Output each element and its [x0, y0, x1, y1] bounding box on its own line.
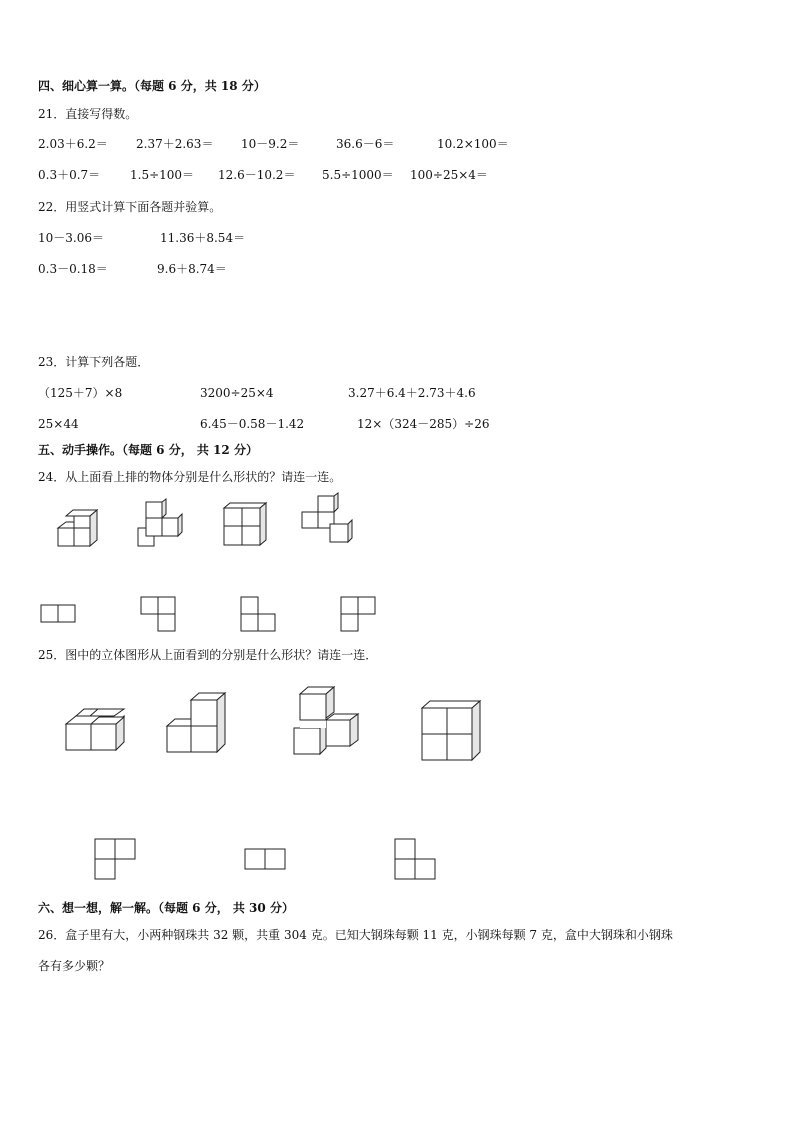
q24-view-d — [340, 596, 376, 632]
q26-text-line2: 各有多少颗？ — [38, 959, 111, 973]
q21-expr: 5.5÷1000＝ — [322, 168, 394, 182]
q22-expr: 9.6＋8.74＝ — [157, 262, 227, 276]
section4-heading: 四、细心算一算。（每题 6 分，共 18 分） — [38, 79, 266, 93]
q21-expr: 0.3＋0.7＝ — [38, 168, 101, 182]
q21-expr: 10－9.2＝ — [241, 137, 300, 151]
q24-solid-b — [136, 500, 188, 550]
section6-heading: 六、想一想，解一解。（每题 6 分， 共 30 分） — [38, 901, 294, 915]
q25-solid-b — [165, 690, 227, 754]
q22-label: 22．用竖式计算下面各题并验算。 — [38, 200, 222, 214]
q25-view-a — [94, 838, 136, 880]
q21-expr: 12.6－10.2＝ — [218, 168, 296, 182]
q23-expr: （125＋7）×8 — [38, 386, 123, 400]
q25-view-b — [244, 848, 286, 870]
q26-text-line1: 26．盒子里有大，小两种钢珠共 32 颗，共重 304 克。已知大钢珠每颗 11 克，小钢珠每颗 7 克，盒中大钢珠和小钢珠 — [38, 928, 673, 942]
q23-expr: 25×44 — [38, 417, 79, 431]
q24-view-a — [40, 604, 76, 624]
q24-view-b — [140, 596, 176, 632]
q25-solid-a — [64, 706, 126, 752]
q24-label: 24．从上面看上排的物体分别是什么形状的？请连一连。 — [38, 470, 342, 484]
q21-expr: 36.6－6＝ — [336, 137, 395, 151]
q21-expr: 2.37＋2.63＝ — [136, 137, 214, 151]
section5-heading: 五、动手操作。（每题 6 分， 共 12 分） — [38, 443, 258, 457]
q21-expr: 2.03＋6.2＝ — [38, 137, 108, 151]
q24-solid-c — [222, 502, 270, 548]
q23-expr: 12×（324－285）÷26 — [357, 417, 490, 431]
q24-view-c — [240, 596, 276, 632]
q22-expr: 10－3.06＝ — [38, 231, 104, 245]
q23-expr: 3200÷25×4 — [200, 386, 274, 400]
q24-solid-a — [56, 508, 104, 548]
q22-expr: 0.3－0.18＝ — [38, 262, 108, 276]
q21-expr: 10.2×100＝ — [437, 137, 509, 151]
q25-label: 25．图中的立体图形从上面看到的分别是什么形状？请连一连． — [38, 648, 378, 662]
q21-expr: 100÷25×4＝ — [410, 168, 488, 182]
q23-expr: 3.27＋6.4＋2.73＋4.6 — [348, 386, 476, 400]
q24-solid-d — [300, 494, 354, 548]
q25-solid-c — [292, 686, 360, 756]
q21-expr: 1.5÷100＝ — [130, 168, 195, 182]
q23-expr: 6.45－0.58－1.42 — [200, 417, 305, 431]
q25-view-c — [394, 838, 436, 880]
q25-solid-d — [420, 700, 482, 762]
q23-label: 23．计算下列各题． — [38, 355, 150, 369]
q21-label: 21．直接写得数。 — [38, 107, 138, 121]
q22-expr: 11.36＋8.54＝ — [160, 231, 246, 245]
